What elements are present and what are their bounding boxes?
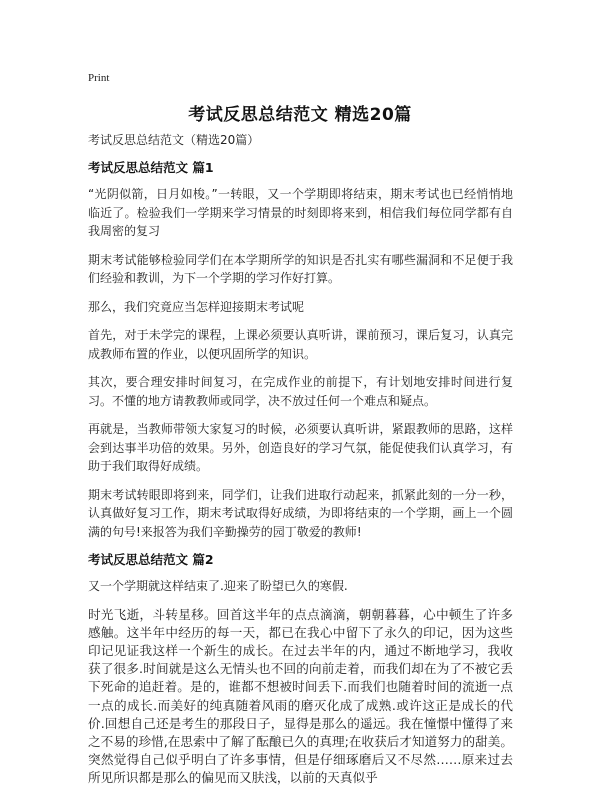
document-body bbox=[88, 132, 513, 788]
section-heading-1: 考试反思总结范文 篇1 bbox=[88, 160, 214, 175]
paragraph: 又一个学期就这样结束了.迎来了盼望已久的寒假. bbox=[88, 579, 348, 593]
paragraph: 时光飞逝，斗转星移。回首这半年的点点滴滴，朝朝暮暮，心中顿生了许多感触。这半年中经历的每一天，都已在我心中留下了永久的印记，因为这些印记见证我这样一个新生的成长。在过去半年的内，通过不断地学习，我收获了很多.时间就是这么无情头也不回的向前走着，而我们却在为了不被它丢下死命的追赶着。是的，谁都不想被时间丢下.而我们也随着时间的流逝一点一点的成长.而美好的纯真随着风雨的磨灭化成了成熟.或许这正是成长的代价.回想自己还是考生的那段日子，显得是那么的遥远。我在憧憬中懂得了来之不易的珍惜,在思索中了解了酝酿已久的真理;在收获后才知道努力的甜美。突然觉得自己似乎明白了许多事情，但是仔细琢磨后又不尽然……原来过去所见所识都是那么的偏见而又肤浅，以前的天真似乎 bbox=[88, 606, 513, 786]
print-label: Print bbox=[88, 72, 110, 84]
paragraph: 期末考试能够检验同学们在本学期所学的知识是否扎实有哪些漏洞和不足便于我们经验和教训，为下一个学期的学习作好打算。 bbox=[88, 252, 513, 285]
document-subtitle: 考试反思总结范文（精选20篇） bbox=[88, 133, 260, 147]
section-heading-2: 考试反思总结范文 篇2 bbox=[88, 552, 214, 567]
paragraph: 再就是，当教师带领大家复习的时候，必须要认真听讲，紧跟教师的思路，这样会到达事半功倍的效果。另外，创造良好的学习气氛，能促使我们认真学习，有助于我们取得好成绩。 bbox=[88, 422, 513, 473]
paragraph: 那么，我们究竟应当怎样迎接期末考试呢 bbox=[88, 299, 305, 314]
document-title: 考试反思总结范文 精选20篇 bbox=[188, 105, 412, 125]
paragraph: “光阴似箭，日月如梭。”一转眼，又一个学期即将结束，期末考试也已经悄悄地临近了。检验我们一学期来学习情景的时刻即将来到，相信我们每位同学都有自我周密的复习 bbox=[88, 187, 513, 238]
paragraph: 期末考试转眼即将到来，同学们，让我们进取行动起来，抓紧此刻的一分一秒，认真做好复习工作，期末考试取得好成绩，为即将结束的一个学期，画上一个圆满的句号!来报答为我们辛勤操劳的园丁敬爱的教师! bbox=[88, 487, 513, 539]
paragraph: 首先，对于未学完的课程，上课必须要认真听讲，课前预习，课后复习，认真完成教师布置的作业，以便巩固所学的知识。 bbox=[88, 328, 513, 361]
paragraph: 其次，要合理安排时间复习，在完成作业的前提下，有计划地安排时间进行复习。不懂的地方请教教师或同学，决不放过任何一个难点和疑点。 bbox=[88, 375, 513, 408]
